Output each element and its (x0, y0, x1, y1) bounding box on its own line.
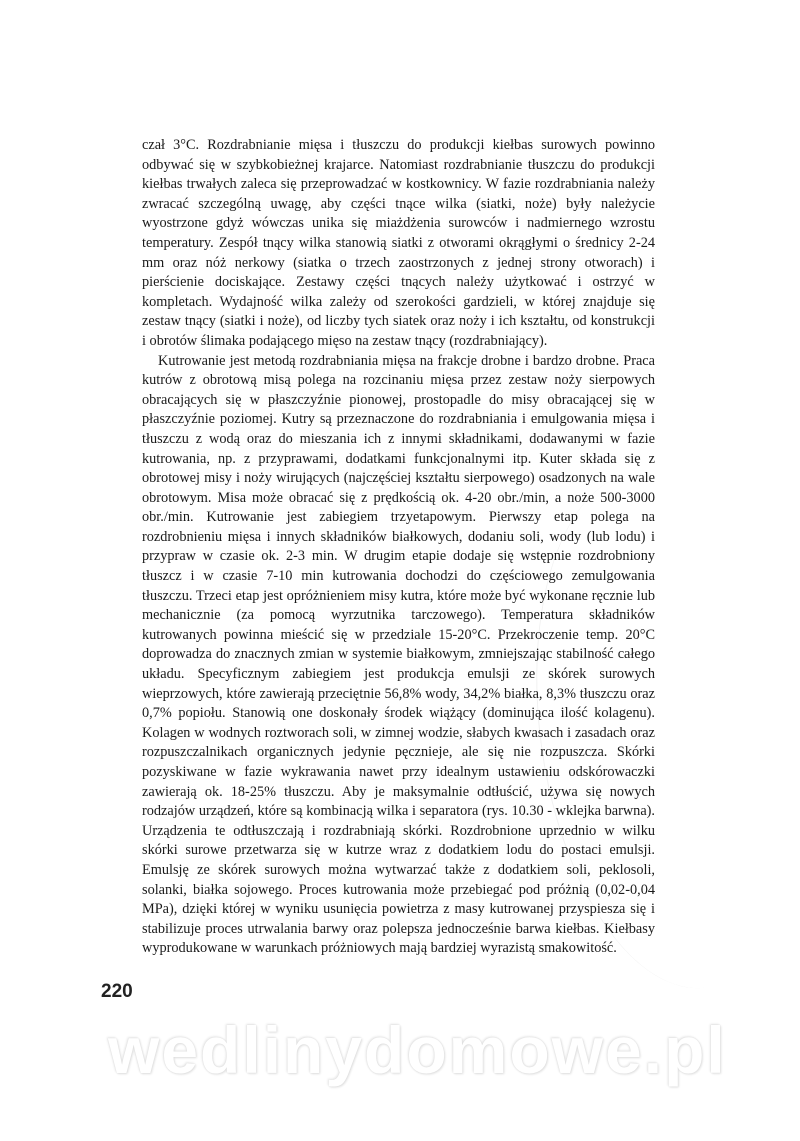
page-number: 220 (101, 981, 133, 1002)
paragraph-cutter: Kutrowanie jest metodą rozdrabniania mięsa na frakcje drobne i bardzo drobne. Praca kutrów z obrotową misą polega na rozcinaniu mięsa przez zestaw noży sierpowych obracających się w płaszczyźnie pionowej, prostopadle do misy obracającej się w płaszczyźnie poziomej. Kutry są przeznaczone do rozdrabniania i emulgowania mięsa i tłuszczu z wodą oraz do mieszania ich z innymi składnikami, dodawanymi w fazie kutrowania, np. z przyprawami, dodatkami funkcjonalnymi itp. Kuter składa się z obrotowej misy i noży wirujących (najczęściej kształtu sierpowego) osadzonych na wale obrotowym. Misa może obracać się z prędkością ok. 4-20 obr./min, a noże 500-3000 obr./min. Kutrowanie jest zabiegiem trzyetapowym. Pierwszy etap polega na rozdrobnieniu mięsa i innych składników białkowych, dodaniu soli, wody (lub lodu) i przypraw w czasie ok. 2-3 min. W drugim etapie dodaje się wstępnie rozdrobniony tłuszcz i w czasie 7-10 min kutrowania dochodzi do częściowego zemulgowania tłuszczu. Trzeci etap jest opróżnieniem misy kutra, które może być wykonane ręcznie lub mechanicznie (za pomocą wyrzutnika tarczowego). Temperatura składników kutrowanych powinna mieścić się w przedziale 15-20°C. Przekroczenie temp. 20°C doprowadza do znacznych zmian w systemie białkowym, zmniejszając stabilność całego układu. Specyficznym zabiegiem jest produkcja emulsji ze skórek surowych wieprzowych, które zawierają przeciętnie 56,8% wody, 34,2% białka, 8,3% tłuszczu oraz 0,7% popiołu. Stanowią one doskonały środek wiążący (dominująca ilość kolagenu). Kolagen w wodnych roztworach soli, w zimnej wodzie, słabych kwasach i zasadach oraz rozpuszczalnikach organicznych jedynie pęcznieje, ale się nie rozpuszcza. Skórki pozyskiwane w fazie wykrawania nawet przy idealnym ustawieniu odskórowaczki zawierają ok. 18-25% tłuszczu. Aby je maksymalnie odtłuścić, używa się nowych rodzajów urządzeń, które są kombinacją wilka i separatora (rys. 10.30 - wklejka barwna). Urządzenia te odtłuszczają i rozdrabniają skórki. Rozdrobnione uprzednio w wilku skórki surowe przetwarza się w kutrze wraz z dodatkiem lodu do postaci emulsji. Emulsję ze skórek surowych można wytwarzać także z dodatkiem soli, peklosoli, solanki, białka sojowego. Proces kutrowania może przebiegać pod próżnią (0,02-0,04 MPa), dzięki której w wyniku usunięcia powietrza z masy kutrowanej przyspiesza się i stabilizuje proces utrwalania barwy oraz polepsza jednocześnie barwa kiełbas. Kiełbasy wyprodukowane w warunkach próżniowych mają bardziej wyrazistą smakowitość. (142, 352, 655, 957)
paragraph-grinding: czał 3°C. Rozdrabnianie mięsa i tłuszczu do produkcji kiełbas surowych powinno odbywać się w szybkobieżnej krajarce. Natomiast rozdrabnianie tłuszczu do produkcji kiełbas trwałych zaleca się przeprowadzać w kostkownicy. W fazie rozdrabniania należy zwracać szczególną uwagę, aby części tnące wilka (siatki, noże) były należycie wyostrzone gdyż wówczas unika się miażdżenia surowców i nadmiernego wzrostu temperatury. Zespół tnący wilka stanowią siatki z otworami okrągłymi o średnicy 2-24 mm oraz nóż nerkowy (siatka o trzech zaostrzonych z jednej strony otworach) i pierścienie dociskające. Zestawy części tnących należy użytkować i ostrzyć w kompletach. Wydajność wilka zależy od szerokości gardzieli, w której znajduje się zestaw tnący (siatki i noże), od liczby tych siatek oraz noży i ich kształtu, od konstrukcji i obrotów ślimaka podającego mięso na zestaw tnący (rozdrabniający). (142, 137, 655, 349)
watermark: wedlinydomowe.pl (108, 1013, 727, 1087)
body-text (142, 136, 655, 959)
